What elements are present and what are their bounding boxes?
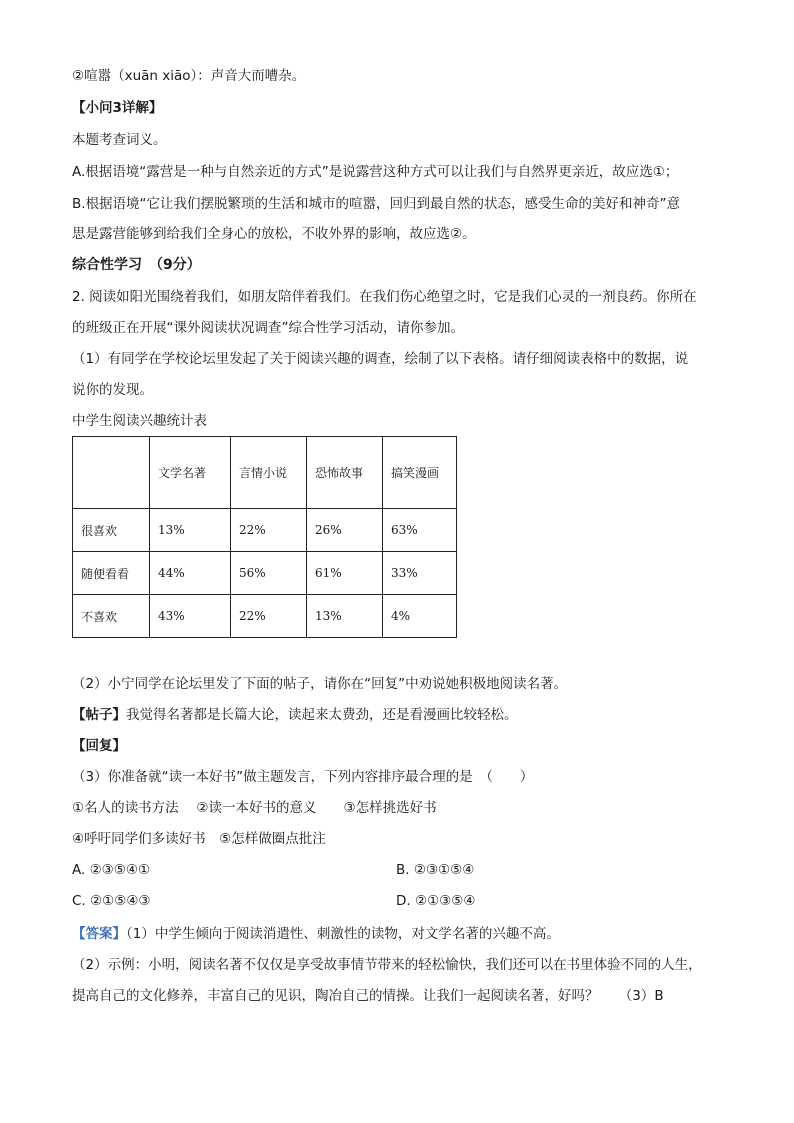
row-label: 随便看看 (73, 552, 150, 595)
answer-tag: 【答案】 (72, 926, 126, 942)
question-text: 2. 阅读如阳光围绕着我们，如朋友陪伴着我们。在我们伤心绝望之时，它是我们心灵的一剂良药。你所在 (72, 289, 697, 305)
table-header-cell (73, 437, 150, 509)
table-row (73, 595, 457, 638)
table-header-row (73, 437, 457, 509)
post-line (72, 705, 518, 725)
choice-items: ④呼吁同学们多读好书 ⑤怎样做圈点批注 (72, 831, 326, 847)
text-line: A.根据语境“露营是一种与自然亲近的方式”是说露营这种方式可以让我们与自然界更亲近，故应选①； (72, 164, 679, 180)
question-text: （3）你准备就“读一本好书”做主题发言，下列内容排序最合理的是 （ ） (72, 769, 534, 785)
table-cell: 22% (231, 595, 307, 638)
option-d: D. ②①③⑤④ (396, 893, 476, 909)
table-cell: 43% (150, 595, 231, 638)
section-heading: 综合性学习 （9分） (72, 257, 201, 273)
answer-line (72, 924, 560, 944)
question-text: （2）小宁同学在论坛里发了下面的帖子，请你在“回复”中劝说她积极地阅读名著。 (72, 676, 568, 692)
row-label: 不喜欢 (73, 595, 150, 638)
option-a: A. ②③⑤④① (72, 862, 151, 878)
answer-text: （2）示例：小明，阅读名著不仅仅是享受故事情节带来的轻松愉快，我们还可以在书里体验不同的人生， (72, 957, 702, 973)
answer-text: （1）中学生倾向于阅读消遣性、刺激性的读物，对文学名著的兴趣不高。 (126, 926, 560, 942)
option-b: B. ②③①⑤④ (396, 862, 475, 878)
table-cell: 13% (307, 595, 383, 638)
option-c: C. ②①⑤④③ (72, 893, 151, 909)
table-header-cell: 言情小说 (231, 437, 307, 509)
table-cell: 4% (383, 595, 457, 638)
table-cell: 22% (231, 509, 307, 552)
text-line: ②喧嚣（xuān xiāo）：声音大而嘈杂。 (72, 68, 306, 84)
table-header-cell: 搞笑漫画 (383, 437, 457, 509)
table-cell: 33% (383, 552, 457, 595)
table-cell: 13% (150, 509, 231, 552)
table-row (73, 552, 457, 595)
table-cell: 26% (307, 509, 383, 552)
choice-items: ①名人的读书方法 ②读一本好书的意义 ③怎样挑选好书 (72, 800, 437, 816)
text-line: 本题考查词义。 (72, 132, 167, 148)
row-label: 很喜欢 (73, 509, 150, 552)
table-row (73, 509, 457, 552)
question-text: 的班级正在开展“课外阅读状况调查”综合性学习活动，请你参加。 (72, 320, 464, 336)
table-header-cell: 文学名著 (150, 437, 231, 509)
reply-tag: 【回复】 (72, 738, 126, 754)
table-caption: 中学生阅读兴趣统计表 (72, 413, 207, 429)
question-text: （1）有同学在学校论坛里发起了关于阅读兴趣的调查，绘制了以下表格。请仔细阅读表格中的数据，说 (72, 351, 689, 367)
post-text: 我觉得名著都是长篇大论，读起来太费劲，还是看漫画比较轻松。 (126, 707, 518, 723)
table-cell: 56% (231, 552, 307, 595)
question-text: 说你的发现。 (72, 382, 153, 398)
table-cell: 44% (150, 552, 231, 595)
post-tag: 【帖子】 (72, 707, 126, 723)
table-cell: 63% (383, 509, 457, 552)
reading-interest-table (72, 436, 457, 638)
table-cell: 61% (307, 552, 383, 595)
sub-question-heading: 【小问3详解】 (72, 100, 163, 116)
text-line: 思是露营能够到给我们全身心的放松，不收外界的影响，故应选②。 (72, 226, 476, 242)
text-line: B.根据语境“它让我们摆脱繁琐的生活和城市的喧嚣，回归到最自然的状态，感受生命的美好和神奇”意 (72, 196, 681, 212)
table-header-cell: 恐怖故事 (307, 437, 383, 509)
answer-text: 提高自己的文化修养，丰富自己的见识，陶冶自己的情操。让我们一起阅读名著，好吗？ （3）B (72, 988, 664, 1004)
